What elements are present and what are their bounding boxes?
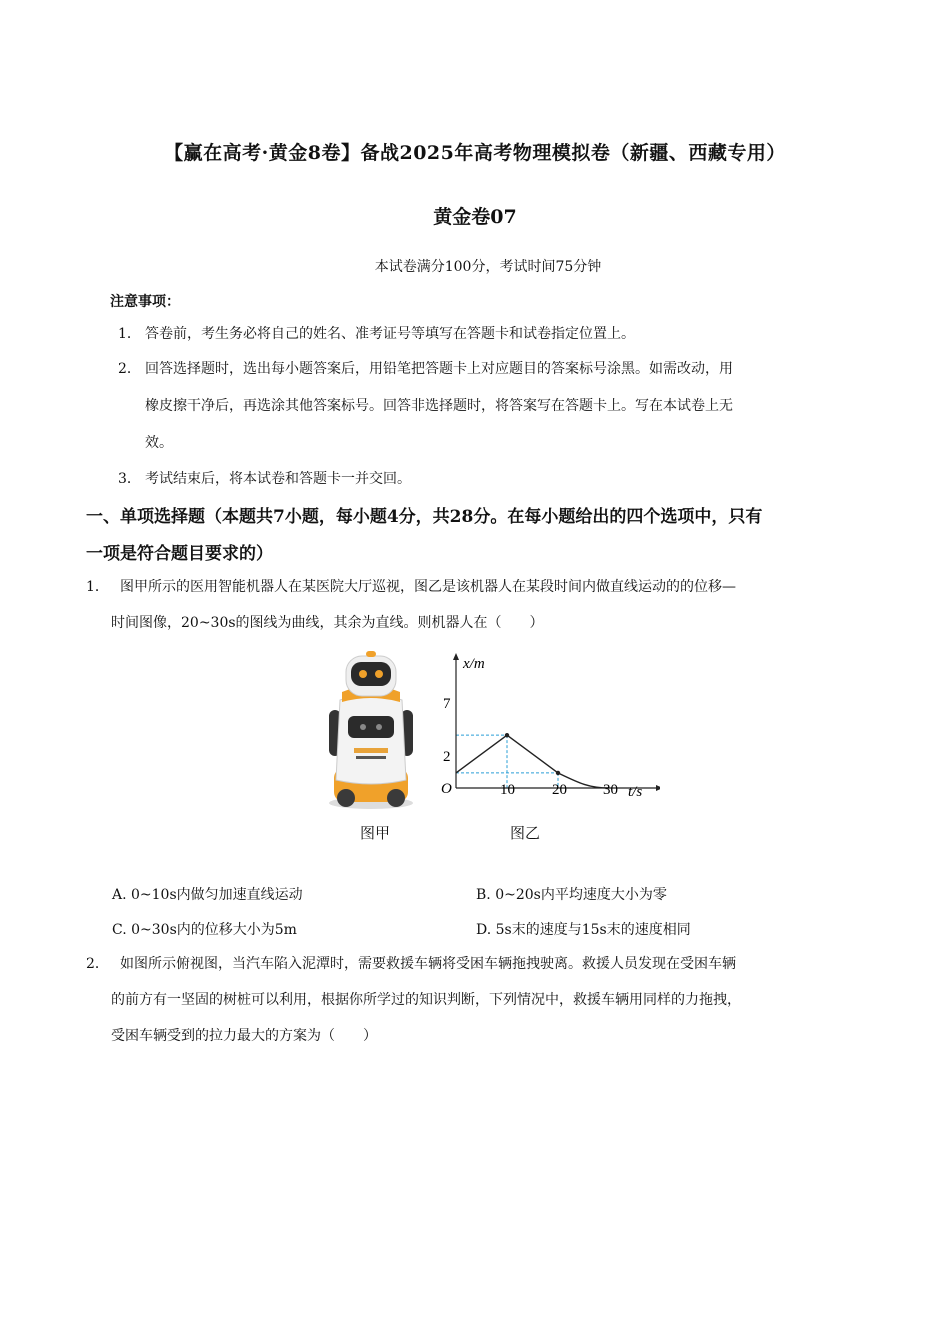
notice-num: 2． (118, 361, 141, 377)
notice-num: 1． (118, 326, 141, 342)
y-axis-label: x/m (463, 656, 485, 672)
question-text-line: 的前方有一坚固的树桩可以利用，根据你所学过的知识判断，下列情况中，救援车辆用同样的力拖拽， (111, 992, 741, 1008)
notice-text: 答卷前，考生务必将自己的姓名、准考证号等填写在答题卡和试卷指定位置上。 (145, 326, 635, 342)
series-segment (507, 735, 558, 773)
question-number: 2． (86, 956, 109, 972)
notice-text-cont: 橡皮擦干净后，再选涂其他答案标号。回答非选择题时，将答案写在答题卡上。写在本试卷上无 (145, 398, 733, 414)
notice-item-1 (118, 316, 863, 353)
x-tick-label: 30 (603, 782, 618, 798)
exam-info: 本试卷满分100分，考试时间75分钟 (374, 259, 602, 275)
section-line-1: 一、单项选择题（本题共7小题，每小题4分，共28分。在每小题给出的四个选项中，只有 (86, 507, 763, 527)
page-title: 【赢在高考·黄金8卷】备战2025年高考物理模拟卷（新疆、西藏专用） (164, 142, 786, 164)
page-subtitle: 黄金卷07 (433, 206, 517, 228)
question-text-line: 受困车辆受到的拉力最大的方案为（ ） (111, 1028, 377, 1044)
section-line-2: 一项是符合题目要求的） (86, 544, 273, 564)
x-tick-label: 20 (552, 782, 567, 798)
notice-item-2 (118, 351, 863, 462)
notice-num: 3． (118, 471, 141, 487)
option-d: D. 5s末的速度与15s末的速度相同 (476, 922, 691, 938)
origin-label: O (441, 781, 452, 797)
question-text-line: 如图所示俯视图，当汽车陷入泥潭时，需要救援车辆将受困车辆拖拽驶离。救援人员发现在受困车辆 (120, 956, 736, 972)
section-heading (86, 499, 866, 573)
data-point (505, 733, 509, 737)
x-axis-label: t/s (628, 784, 643, 798)
graph-axes (453, 653, 660, 791)
question-number: 1． (86, 579, 109, 595)
question-text-line: 时间图像，20~30s的图线为曲线，其余为直线。则机器人在（ ） (111, 615, 544, 631)
caption-figure-a: 图甲 (360, 824, 391, 842)
question-1 (86, 569, 866, 641)
series-line (456, 735, 609, 788)
notice-item-3 (118, 461, 863, 498)
data-point (556, 771, 560, 775)
y-tick-label: 2 (443, 749, 451, 765)
question-text-line: 图甲所示的医用智能机器人在某医院大厅巡视，图乙是该机器人在某段时间内做直线运动的的位移— (120, 579, 736, 595)
option-c: C. 0~30s内的位移大小为5m (112, 922, 297, 938)
option-b: B. 0~20s内平均速度大小为零 (476, 887, 667, 903)
xt-graph (435, 648, 660, 798)
notice-text: 考试结束后，将本试卷和答题卡一并交回。 (145, 471, 411, 487)
question-1-figure (320, 648, 660, 848)
notice-heading: 注意事项： (110, 294, 180, 310)
notice-text: 回答选择题时，选出每小题答案后，用铅笔把答题卡上对应题目的答案标号涂黑。如需改动，用 (145, 361, 733, 377)
question-2 (86, 946, 866, 1054)
x-tick-label: 10 (500, 782, 515, 798)
notice-text-cont: 效。 (145, 435, 173, 451)
series-segment (456, 735, 507, 773)
y-tick-label: 7 (443, 696, 451, 712)
caption-figure-b: 图乙 (510, 824, 541, 842)
robot-image (326, 650, 416, 810)
option-a: A. 0~10s内做匀加速直线运动 (112, 887, 303, 903)
